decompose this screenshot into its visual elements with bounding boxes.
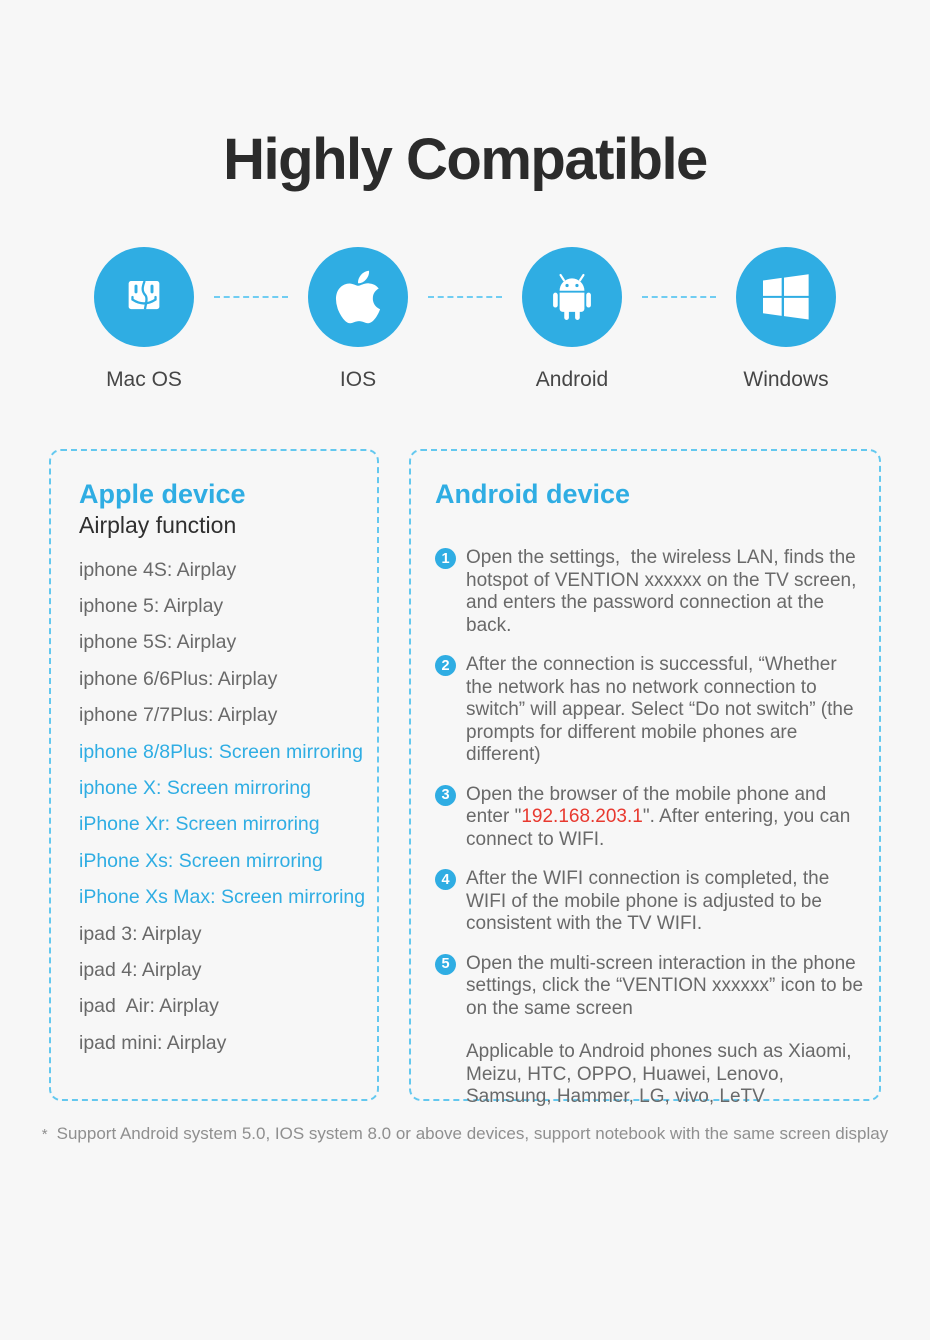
device-panels	[0, 449, 930, 1107]
finder-icon	[112, 265, 176, 329]
android-device-panel	[409, 449, 881, 1107]
instruction-step	[435, 784, 867, 852]
step-number-badge: 1	[435, 548, 456, 569]
instruction-step	[435, 547, 867, 637]
os-item-macos	[94, 247, 194, 392]
footnote-asterisk: *	[41, 1126, 48, 1143]
apple-device-list	[79, 552, 367, 1061]
os-item-android	[522, 247, 622, 392]
device-list-item: iphone 7/7Plus: Airplay	[79, 704, 278, 727]
device-list-item: iPhone Xr: Screen mirroring	[79, 813, 320, 836]
apple-panel-title: Apple device	[79, 479, 246, 509]
apple-panel-subtitle: Airplay function	[79, 512, 237, 538]
device-list-item: iphone 5S: Airplay	[79, 631, 237, 654]
ios-circle	[308, 247, 408, 347]
instruction-step	[435, 868, 867, 936]
footnote	[0, 1124, 930, 1144]
step-number-badge: 3	[435, 785, 456, 806]
device-list-item: ipad 3: Airplay	[79, 922, 202, 945]
connector-dashed-line	[408, 247, 522, 347]
step-text: Open the multi-screen interaction in the phone settings, click the “VENTION xxxxxx” icon to be on the same screen	[466, 952, 869, 1019]
os-label-windows: Windows	[743, 368, 829, 391]
device-list-item: iphone 4S: Airplay	[79, 558, 237, 581]
step-text: Open the browser of the mobile phone and enter "192.168.203.1". After entering, you can connect to WIFI.	[466, 783, 856, 850]
device-list-item: iPhone Xs Max: Screen mirroring	[79, 886, 366, 909]
android-circle	[522, 247, 622, 347]
os-label-ios: IOS	[339, 368, 377, 391]
connector-dashed-line	[194, 247, 308, 347]
step-text: After the WIFI connection is completed, the WIFI of the mobile phone is adjusted to be consistent with the TV WIFI.	[466, 868, 835, 934]
windows-icon	[763, 274, 809, 320]
instruction-step	[435, 654, 867, 767]
device-list-item: iphone X: Screen mirroring	[79, 777, 311, 800]
macos-circle	[94, 247, 194, 347]
step-text: Open the settings, the wireless LAN, finds the hotspot of VENTION xxxxxx on the TV screen, and enters the password connection at the back.	[466, 547, 862, 636]
os-compatibility-row	[0, 247, 930, 392]
os-label-android: Android	[535, 368, 609, 391]
device-list-item: ipad mini: Airplay	[79, 1031, 227, 1054]
os-item-windows	[736, 247, 836, 392]
device-list-item: iphone 8/8Plus: Screen mirroring	[79, 740, 363, 763]
step-number-badge: 2	[435, 655, 456, 676]
step-number-badge: 4	[435, 869, 456, 890]
android-note: Applicable to Android phones such as Xiaomi, Meizu, HTC, OPPO, Huawei, Lenovo, Samsung, Hammer, LG, vivo, LeTV	[466, 1041, 852, 1107]
instruction-step	[435, 953, 867, 1021]
device-list-item: ipad Air: Airplay	[79, 995, 219, 1018]
os-label-macos: Mac OS	[106, 368, 182, 391]
connector-dashed-line	[622, 247, 736, 347]
device-list-item: ipad 4: Airplay	[79, 958, 202, 981]
android-icon	[541, 266, 603, 328]
device-list-item: iphone 5: Airplay	[79, 595, 224, 618]
page-title: Highly Compatible	[223, 127, 707, 192]
step-number-badge: 5	[435, 954, 456, 975]
step-text: After the connection is successful, “Whether the network has no network connection to switch” will appear. Select “Do not switch” (the prompts for different mobile phones are different)	[466, 654, 859, 765]
device-list-item: iPhone Xs: Screen mirroring	[79, 849, 323, 872]
os-item-ios	[308, 247, 408, 392]
footnote-text: Support Android system 5.0, IOS system 8.0 or above devices, support notebook with the same screen display	[56, 1124, 889, 1143]
apple-device-panel	[49, 449, 379, 1101]
android-steps	[435, 547, 867, 1020]
device-list-item: iphone 6/6Plus: Airplay	[79, 667, 278, 690]
apple-icon	[332, 267, 384, 327]
windows-circle	[736, 247, 836, 347]
android-panel-title: Android device	[435, 479, 631, 509]
